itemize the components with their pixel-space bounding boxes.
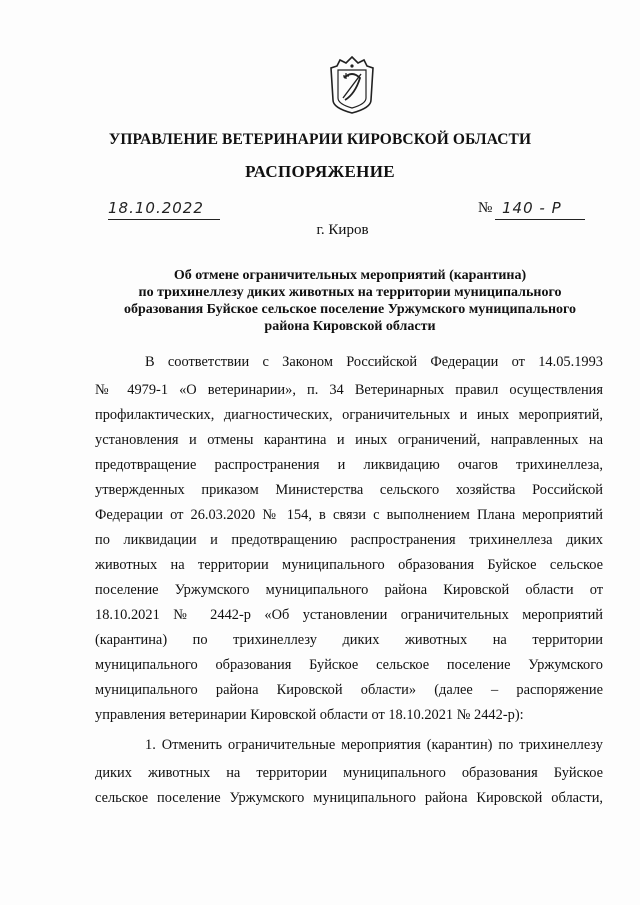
organization-name: УПРАВЛЕНИЕ ВЕТЕРИНАРИИ КИРОВСКОЙ ОБЛАСТИ xyxy=(108,131,532,148)
document-subject xyxy=(95,267,605,335)
body-line: № 4979-1 «О ветеринарии», п. 34 Ветеринарных правил осуществления xyxy=(95,382,603,398)
body-line: по ликвидации и предотвращению распространения трихинеллеза диких xyxy=(95,532,603,548)
body-line: Федерации от 26.03.2020 № 154, в связи с выполнением Плана мероприятий xyxy=(95,507,603,523)
body-line: (карантина) по трихинеллезу диких животных на территории xyxy=(95,632,603,648)
number-underline xyxy=(495,219,585,220)
body-line: утвержденных приказом Министерства сельского хозяйства Российской xyxy=(95,482,603,498)
body-line: предотвращение распространения и ликвидацию очагов трихинеллеза, xyxy=(95,457,603,473)
body-line: муниципального района Кировской области» (далее – распоряжение xyxy=(95,682,603,698)
body-line: профилактических, диагностических, ограничительных и иных мероприятий, xyxy=(95,407,603,423)
subject-line: района Кировской области xyxy=(264,319,436,334)
date-underline xyxy=(108,219,220,220)
body-line: 18.10.2021 № 2442-р «Об установлении ограничительных мероприятий xyxy=(95,607,603,623)
document-date: 18.10.2022 xyxy=(108,199,204,217)
subject-line: Об отмене ограничительных мероприятий (карантина) xyxy=(173,268,527,283)
subject-line: образования Буйское сельское поселение Уржумского муниципального xyxy=(123,302,577,317)
body-line: поселение Уржумского муниципального района Кировской области от xyxy=(95,582,603,598)
document-number: 140 - Р xyxy=(502,199,562,217)
number-label: № xyxy=(478,200,493,216)
body-line: управления ветеринарии Кировской области от 18.10.2021 № 2442-р): xyxy=(95,707,524,723)
body-line: животных на территории муниципального образования Буйское сельское xyxy=(95,557,603,573)
body-line: сельское поселение Уржумского муниципального района Кировской области, xyxy=(95,790,603,806)
city: г. Киров xyxy=(316,222,369,238)
document-type: РАСПОРЯЖЕНИЕ xyxy=(245,162,395,181)
subject-line: по трихинеллезу диких животных на территории муниципального xyxy=(138,285,562,300)
body-line: 1. Отменить ограничительные мероприятия (карантин) по трихинеллезу xyxy=(145,737,603,753)
body-line: установления и отмены карантина и иных ограничений, направленных на xyxy=(95,432,603,448)
coat-of-arms-icon xyxy=(329,56,375,114)
body-line: диких животных на территории муниципального образования Буйское xyxy=(95,765,603,781)
body-line: муниципального образования Буйское сельское поселение Уржумского xyxy=(95,657,603,673)
body-line: В соответствии с Законом Российской Федерации от 14.05.1993 xyxy=(145,354,603,370)
